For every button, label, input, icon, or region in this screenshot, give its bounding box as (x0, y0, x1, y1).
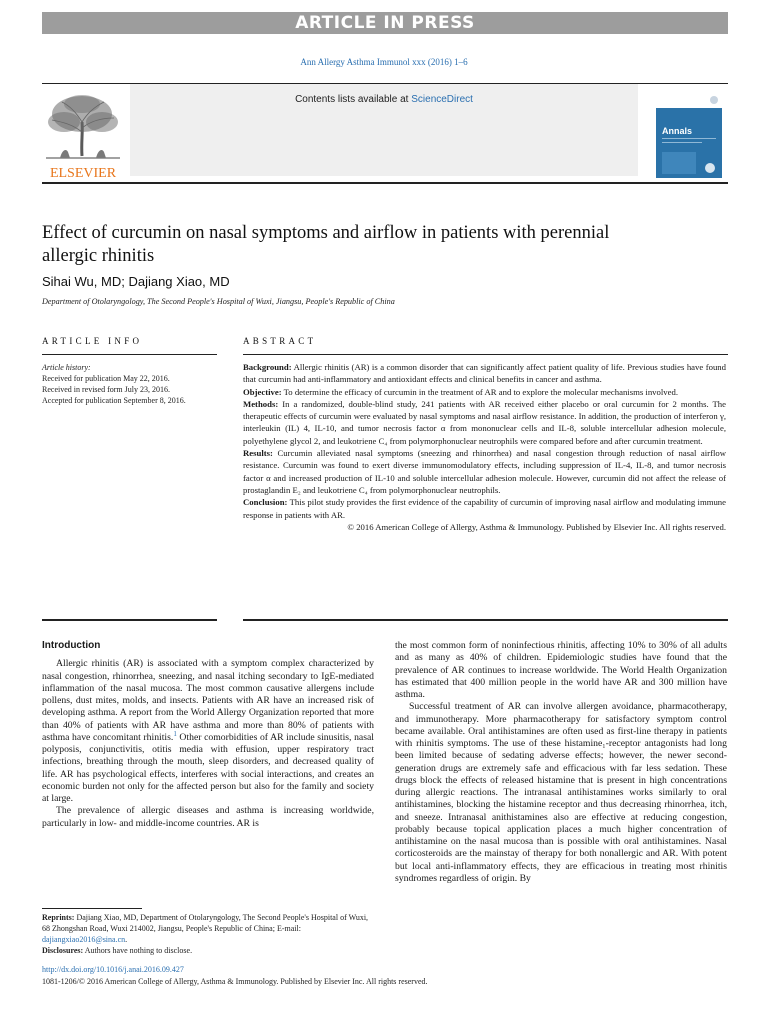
abstract-copyright: © 2016 American College of Allergy, Asthma & Immunology. Published by Elsevier Inc. All rights reserved. (347, 521, 726, 532)
abstract-body (243, 361, 726, 533)
disclosures-note (42, 945, 374, 956)
reference-1-link[interactable]: 1 (173, 729, 177, 738)
reprints-text: Dajiang Xiao, MD, Department of Otolaryngology, The Second People's Hospital of Wuxi, 68 Zhongshan Road, Wuxi 214002, Jiangsu, People's Republic of China; E-mail: (42, 913, 369, 933)
issn-copyright: 1081-1206/© 2016 American College of Allergy, Asthma & Immunology. Published by Elsevier Inc. All rights reserved. (42, 977, 428, 986)
body-left-column (42, 640, 374, 830)
article-authors: Sihai Wu, MD; Dajiang Xiao, MD (42, 274, 230, 289)
disclosures-label: Disclosures: (42, 946, 84, 955)
elsevier-wordmark: ELSEVIER (49, 166, 117, 180)
objective-label: Objective: (243, 386, 282, 397)
results-text: Curcumin alleviated nasal symptoms (sneezing and rhinorrhea) and nasal congestion through reduction of nasal airflow resistance. Curcumin was found to exert diverse immunomodulatory effects, including suppression of IL-4, IL-8, and tumor necrosis factor α and increased production of IL-10 and soluble intercellular adhesion molecule. However, curcumin did not affect the release of prostaglandin E₂ and leukotriene C₄ from polymorphonuclear neutrophils. (243, 448, 727, 495)
footnote-rule (42, 908, 142, 909)
intro-p1-text-cont: Other comorbidities of AR include sinusitis, nasal polyposis, conjunctivitis, otitis media with effusion, upper respiratory tract infections, breathing through the mouth, sleep disorders, and decreased quality of life. AR has psychological effects, interferes with social interactions, and creates an economic burden not only for the affected person but also for the family and society at large. (42, 731, 374, 804)
reprints-label: Reprints: (42, 913, 75, 922)
abstract-objective (243, 386, 726, 398)
abstract-heading: ABSTRACT (243, 336, 317, 346)
sciencedirect-link[interactable]: ScienceDirect (411, 94, 473, 105)
history-label: Article history: (42, 363, 91, 372)
objective-text: To determine the efficacy of curcumin in the treatment of AR and to explore the molecular mechanisms involved. (283, 386, 678, 397)
correspondence-footnote (42, 908, 374, 956)
journal-citation-link[interactable]: Ann Allergy Asthma Immunol xxx (2016) 1–6 (300, 57, 468, 67)
conclusion-text: This pilot study provides the first evidence of the capability of curcumin of improving nasal airflow and modulating immune response in patients with AR. (243, 497, 727, 520)
article-title: Effect of curcumin on nasal symptoms and airflow in patients with perennial allergic rhinitis (42, 223, 610, 266)
abstract-bottom-rule (243, 619, 728, 621)
masthead (42, 83, 728, 184)
right-paragraph-2: Successful treatment of AR can involve allergen avoidance, pharmacotherapy, and immunotherapy. More pharmacotherapy for satisfactory symptom control became available. Oral antihistamines are often used as first-line therapy in patients with rhinitis symptoms. The use of these histamine₁-receptor antagonists had long been limited because of sedating adverse effects; however, the newer second-generation drugs are extremely safe and efficacious with far less sedation. These drugs block the effects of released histamine that is present in high concentrations during allergic reactions. The intranasal antihistamines works similarly to oral antihistamines, blocking the histamine receptor and thus decreasing rhinorrhea, itch, and sneeze. Intranasal anithistamines also are effective at reducing congestion, probably because topical application places a much higher concentration of antihistamine on the nasal mucosa than is possible with oral antihistamines. Nasal corticosteroids are the mainstay of therapy for both nonallergic and AR. With potent but local anti-inflammatory effects, they are efficacious in treating most rhinitis syndromes regardless of origin. By (395, 701, 727, 884)
conclusion-label: Conclusion: (243, 497, 288, 508)
doi-link[interactable]: http://dx.doi.org/10.1016/j.anai.2016.09.427 (42, 965, 184, 974)
abstract-background (243, 361, 726, 386)
article-info-bottom-rule (42, 619, 217, 621)
author-affiliation: Department of Otolaryngology, The Second People's Hospital of Wuxi, Jiangsu, People's Republic of China (42, 297, 395, 306)
results-label: Results: (243, 448, 273, 459)
revised-date: Received in revised form July 23, 2016. (42, 385, 170, 394)
contents-box (130, 84, 638, 176)
intro-paragraph-1 (42, 658, 374, 805)
reprints-note (42, 912, 374, 945)
reprints-end: . (125, 935, 128, 944)
background-text: Allergic rhinitis (AR) is a common disorder that can significantly affect patient quality of life. Previous studies have found that curcumin had anti-inflammatory and antioxidant effects and clinical benefits in cancer and asthma. (243, 362, 726, 385)
abstract-rule (243, 354, 728, 355)
journal-cover-thumbnail[interactable] (652, 88, 726, 182)
cover-title: Annals (662, 126, 693, 136)
methods-text: In a randomized, double-blind study, 241 patients with AR received either placebo or oral curcumin for 2 months. The therapeutic effects of curcumin were evaluated by nasal symptoms and nasal airflow resistance. In addition, the production of interferon γ, interleukin (IL) 4, IL-10, and tumor necrosis factor α from mononuclear cells and IL-8, soluble intercellular adhesion molecule, polyethylene glycol 2, and leukotriene C₄ from polymorphonuclear neutrophils were compared before and after curcumin treatment. (243, 398, 726, 446)
abstract-methods (243, 398, 726, 447)
article-in-press-banner: ARTICLE IN PRESS (42, 12, 728, 34)
body-right-column (395, 640, 727, 885)
right-paragraph-1: the most common form of noninfectious rhinitis, affecting 10% to 30% of all adults and as many as 40% of children. Epidemiologic studies have found that the prevalence of AR continues to increase worldwide. The World Health Organization has estimated that 400 million people in the world have AR and 300 million have asthma. (395, 640, 727, 700)
background-label: Background: (243, 362, 292, 372)
elsevier-logo[interactable] (42, 92, 124, 180)
introduction-heading: Introduction (42, 640, 101, 651)
article-info-rule (42, 354, 217, 355)
received-date: Received for publication May 22, 2016. (42, 374, 170, 383)
article-info-heading: ARTICLE INFO (42, 336, 143, 346)
author-email-link[interactable]: dajiangxiao2016@sina.cn (42, 935, 126, 944)
contents-availability (130, 94, 638, 105)
abstract-results (243, 447, 726, 496)
contents-prefix: Contents lists available at (295, 94, 412, 105)
disclosures-text: Authors have nothing to disclose. (83, 946, 193, 955)
methods-label: Methods: (243, 398, 279, 409)
article-history (42, 362, 222, 406)
intro-p1-text: Allergic rhinitis (AR) is associated with a symptom complex characterized by nasal congestion, rhinorrhea, sneezing, and nasal itching secondary to IgE-mediated inflammation of the nasal mucosa. The most common causative allergens include pollens, dust mites, molds, and insects. Patients with AR have an increased risk of developing asthma. A report from the World Allergy Organization reported that more than 40% of patients with AR have asthma and more than 80% of patients with asthma have concomitant rhinitis. (42, 658, 374, 743)
accepted-date: Accepted for publication September 8, 2016. (42, 396, 186, 405)
abstract-conclusion (243, 496, 726, 521)
intro-paragraph-2: The prevalence of allergic diseases and asthma is increasing worldwide, particularly in low- and middle-income countries. AR is (42, 805, 374, 829)
